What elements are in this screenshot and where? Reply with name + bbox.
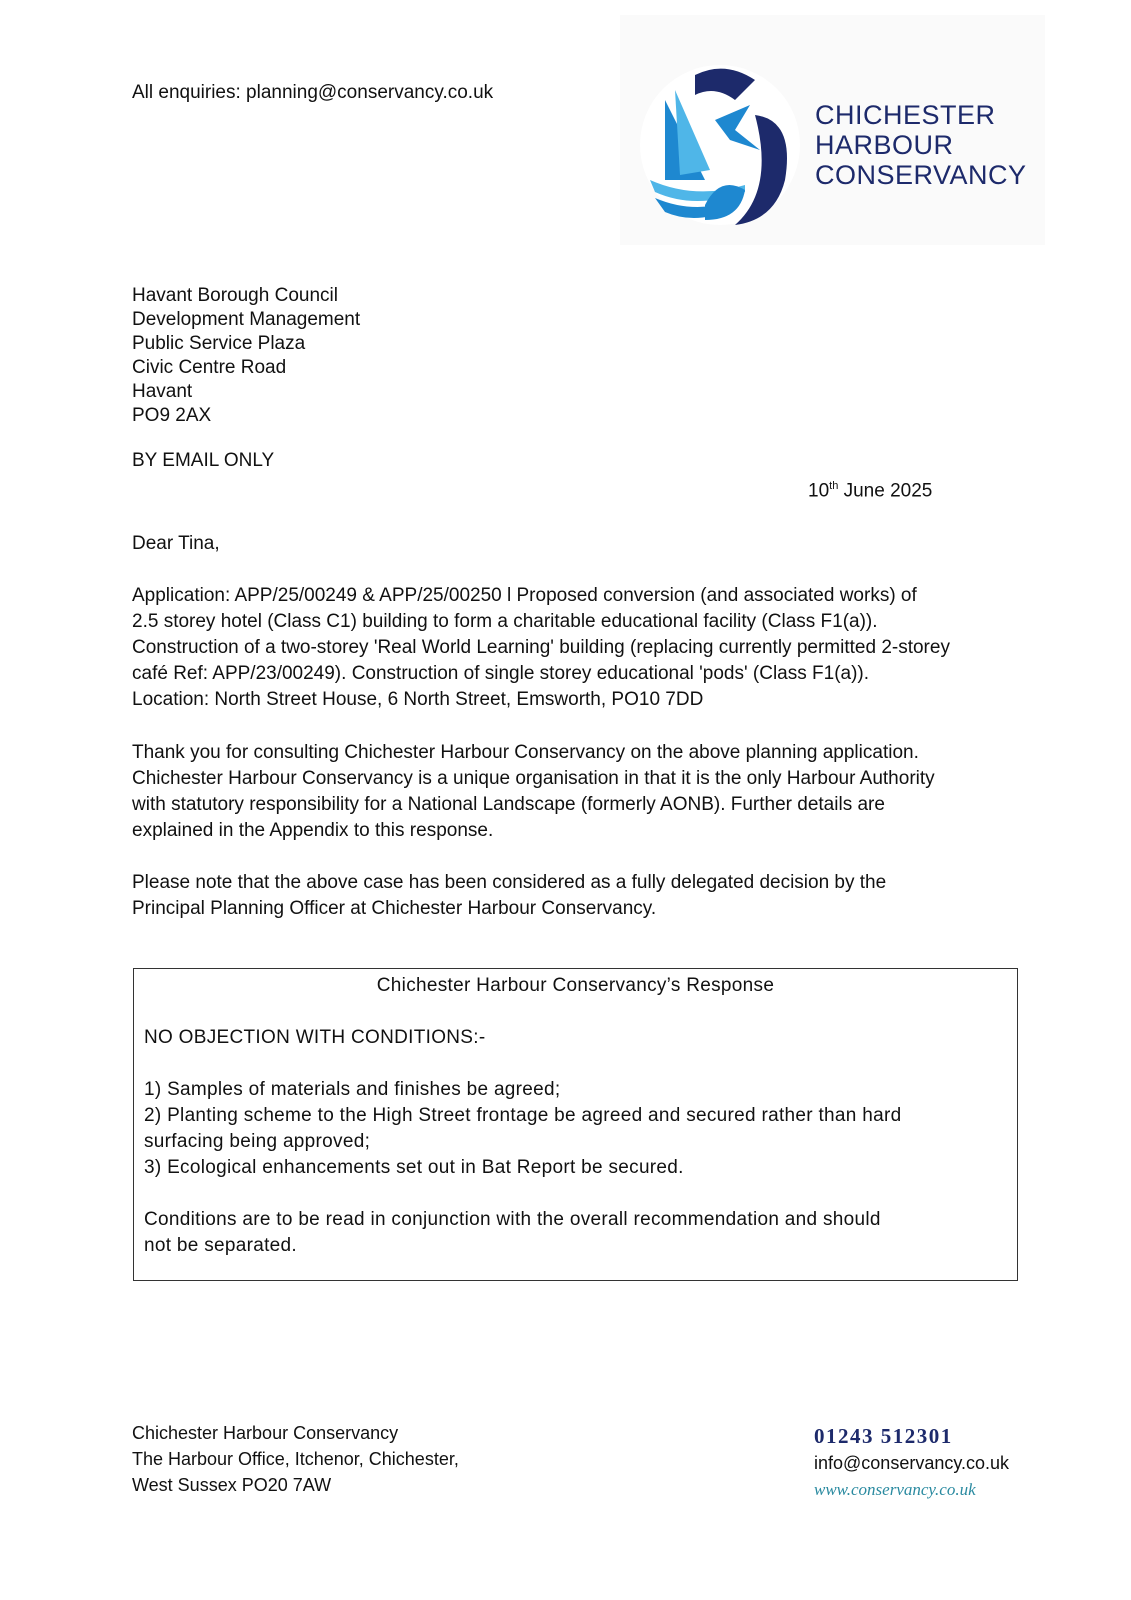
application-line: Application: APP/25/00249 & APP/25/00250 l Proposed conversion (and associated works) of: [132, 585, 917, 606]
logo-text-line: CHICHESTER: [815, 100, 996, 130]
application-line: 2.5 storey hotel (Class C1) building to form a charitable educational facility (Class F1(a)).: [132, 611, 878, 632]
enquiries-email: All enquiries: planning@conservancy.co.uk: [132, 82, 494, 103]
application-line: Construction of a two-storey 'Real World Learning' building (replacing currently permitted 2-storey: [132, 637, 950, 658]
address-line: Public Service Plaza: [132, 333, 306, 354]
condition-item: 1) Samples of materials and finishes be agreed;: [144, 1079, 561, 1100]
footer-address-line: West Sussex PO20 7AW: [132, 1475, 332, 1495]
paragraph-line: Thank you for consulting Chichester Harbour Conservancy on the above planning application.: [132, 742, 919, 763]
recipient-address: [132, 284, 360, 428]
logo-emblem-icon: [635, 60, 805, 230]
address-line: Civic Centre Road: [132, 357, 287, 378]
date-suffix: th: [829, 480, 839, 492]
date-rest: June 2025: [838, 480, 933, 502]
address-line: Havant Borough Council: [132, 285, 338, 306]
salutation: Dear Tina,: [132, 533, 220, 554]
paragraph-line: Principal Planning Officer at Chichester Harbour Conservancy.: [132, 898, 657, 919]
logo-text-line: CONSERVANCY: [815, 160, 1027, 190]
application-details: [132, 583, 1032, 713]
paragraph-line: explained in the Appendix to this response.: [132, 820, 494, 841]
letter-date: [808, 480, 932, 502]
footer-address: [132, 1420, 459, 1498]
response-title: Chichester Harbour Conservancy’s Response: [376, 975, 775, 996]
conditions-list: [134, 1077, 1017, 1181]
conservancy-logo: [620, 15, 1045, 245]
logo-text-line: HARBOUR: [815, 130, 954, 160]
paragraph-line: Chichester Harbour Conservancy is a unique organisation in that it is the only Harbour Authority: [132, 768, 935, 789]
date-day: 10: [808, 480, 830, 502]
footer-address-line: The Harbour Office, Itchenor, Chichester,: [132, 1449, 459, 1469]
address-line: Development Management: [132, 309, 361, 330]
address-line: Havant: [132, 381, 193, 402]
condition-item: surfacing being approved;: [144, 1131, 371, 1152]
paragraph-line: Please note that the above case has been considered as a fully delegated decision by the: [132, 872, 887, 893]
paragraph-line: with statutory responsibility for a National Landscape (formerly AONB). Further details are: [132, 794, 885, 815]
note-line: not be separated.: [144, 1235, 297, 1256]
conditions-note: [134, 1207, 1017, 1259]
condition-item: 2) Planting scheme to the High Street frontage be agreed and secured rather than hard: [144, 1105, 902, 1126]
delivery-method: BY EMAIL ONLY: [132, 450, 275, 471]
intro-paragraph: [132, 740, 1032, 844]
address-line: PO9 2AX: [132, 405, 212, 426]
delegation-paragraph: [132, 870, 1032, 922]
response-box: [133, 968, 1018, 1281]
application-line: Location: North Street House, 6 North Street, Emsworth, PO10 7DD: [132, 689, 704, 710]
footer-contact: [814, 1422, 1009, 1504]
application-line: café Ref: APP/23/00249). Construction of single storey educational 'pods' (Class F1(a)).: [132, 663, 870, 684]
note-line: Conditions are to be read in conjunction with the overall recommendation and should: [144, 1209, 881, 1230]
response-verdict: NO OBJECTION WITH CONDITIONS:-: [144, 1027, 486, 1048]
footer-address-line: Chichester Harbour Conservancy: [132, 1423, 399, 1443]
condition-item: 3) Ecological enhancements set out in Bat Report be secured.: [144, 1157, 684, 1178]
footer-website[interactable]: www.conservancy.co.uk: [814, 1480, 976, 1499]
footer-phone: 01243 512301: [814, 1424, 953, 1448]
footer-email[interactable]: info@conservancy.co.uk: [814, 1453, 1010, 1473]
